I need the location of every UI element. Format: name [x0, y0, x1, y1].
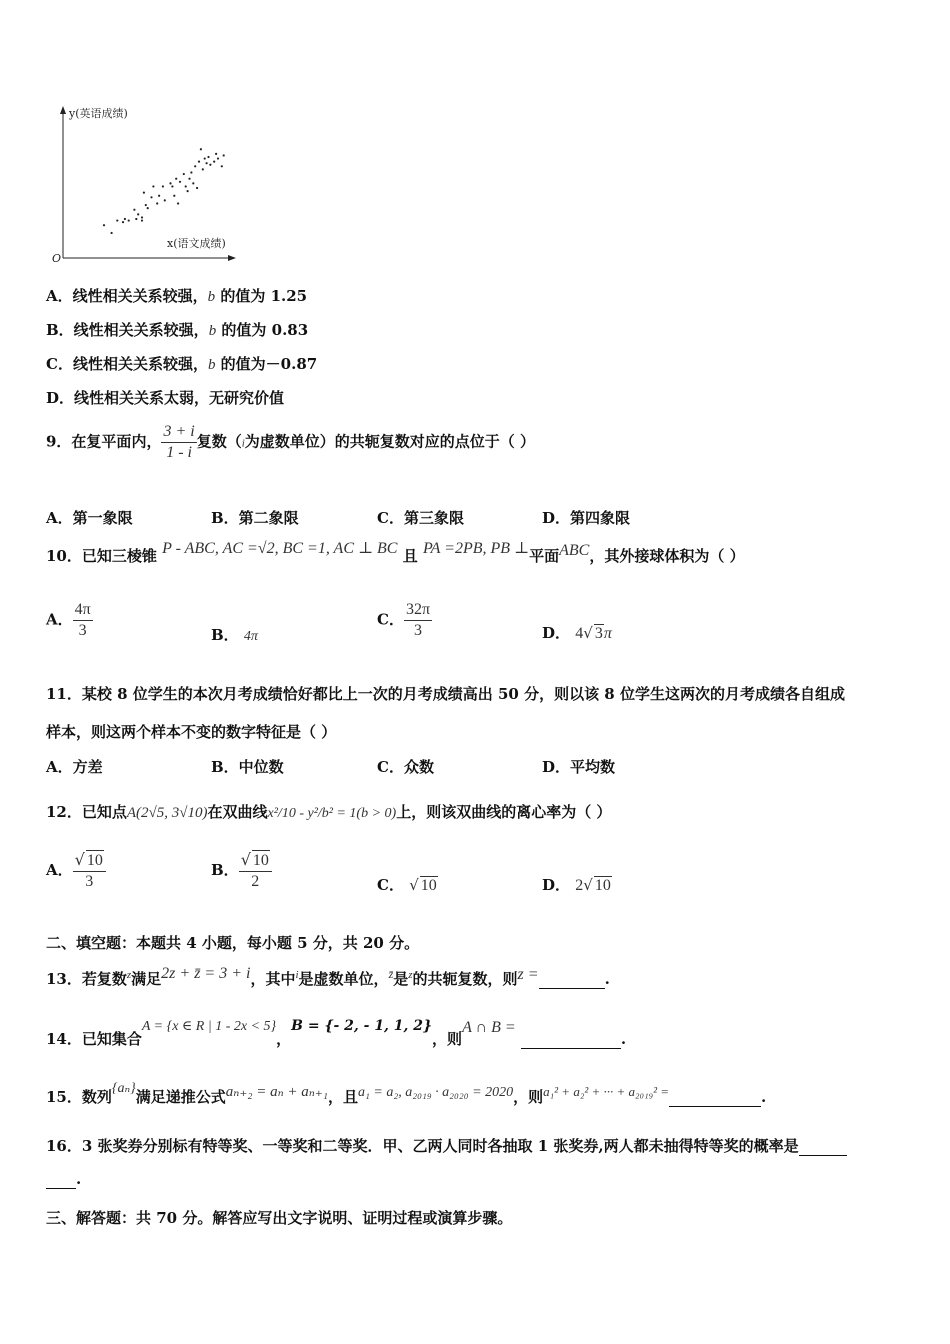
q10-option-c[interactable]: C． $\frac{32\pi}{3}$	[377, 601, 431, 639]
q10-option-d[interactable]: D． 4√ 3π	[542, 624, 612, 642]
scatter-point	[185, 185, 187, 187]
q8-option-d[interactable]: D．线性相关关系太弱，无研究价值	[46, 389, 285, 407]
q9-stem: 9．在复平面内， $\frac{3 + i}{1 - i}$ 复数（i为虚数单位）的共轭复数对应的点位于（ ）	[46, 423, 536, 461]
q14-answer-blank[interactable]	[521, 1030, 621, 1049]
x-axis-label: x(语文成绩)	[167, 237, 226, 250]
scatter-point	[173, 195, 175, 197]
scatter-point	[175, 178, 177, 180]
q9-option-c[interactable]: C．第三象限	[377, 509, 464, 527]
scatter-point	[171, 185, 173, 187]
scatter-point	[190, 171, 192, 173]
scatter-point	[137, 213, 139, 215]
q8-option-c[interactable]: C．线性相关关系较强，b 的值为－0.87	[46, 355, 318, 373]
scatter-point	[135, 218, 137, 220]
scatter-point	[158, 195, 160, 197]
q16-line1: 16．3 张奖券分别标有特等奖、一等奖和二等奖．甲、乙两人同时各抽取 1 张奖券,两人都未抽得特等奖的概率是	[46, 1135, 847, 1156]
q11-option-d[interactable]: D．平均数	[542, 758, 616, 776]
scatter-point	[198, 161, 200, 163]
q9-option-d[interactable]: D．第四象限	[542, 509, 631, 527]
scatter-point	[200, 148, 202, 150]
q13-stem: 13．若复数$^z$满足2z + z̄ = 3 + i，其中$^i$是虚数单位，$^{z̄}$是$^z$的共轭复数，则z = .	[46, 965, 610, 988]
q9-option-b[interactable]: B．第二象限	[211, 509, 299, 527]
scatter-point	[183, 173, 185, 175]
q12-stem: 12．已知点A(2√5, 3√10)在双曲线x²/10 - y²/b² = 1(b > 0)上，则该双曲线的离心率为（ ）	[46, 803, 612, 821]
scatter-point	[187, 190, 189, 192]
scatter-point	[141, 216, 143, 218]
scatter-point	[156, 202, 158, 204]
q15-answer-blank[interactable]	[669, 1088, 761, 1107]
scatter-point	[133, 209, 135, 211]
q12-option-b[interactable]: B． $\frac{√ 10}{2}$	[211, 850, 272, 892]
scatter-point	[179, 181, 181, 183]
q11-line2: 样本，则这两个样本不变的数字特征是（ ）	[46, 723, 337, 741]
scatter-point	[188, 178, 190, 180]
scatter-point	[207, 156, 209, 158]
q11-option-b[interactable]: B．中位数	[211, 758, 284, 776]
scatter-point	[217, 157, 219, 159]
q16-answer-blank[interactable]	[799, 1137, 847, 1156]
q14-stem: 14．已知集合A = {x ∈ R | 1 - 2x < 5}，B = {- 2, - 1, 1, 2}，则A ∩ B = .	[46, 1018, 627, 1048]
q16-answer-blank-cont[interactable]	[46, 1170, 76, 1189]
q10-option-a[interactable]: A． $\frac{4\pi}{3}$	[46, 601, 91, 639]
q8-option-b[interactable]: B．线性相关关系较强，b 的值为 0.83	[46, 321, 309, 339]
scatter-point	[192, 182, 194, 184]
scatter-point	[141, 219, 143, 221]
scatter-point	[164, 199, 166, 201]
q9-option-a[interactable]: A．第一象限	[46, 509, 133, 527]
q8-option-a[interactable]: A．线性相关关系较强，b 的值为 1.25	[46, 287, 308, 305]
q11-option-c[interactable]: C．众数	[377, 758, 434, 776]
scatter-point	[152, 185, 154, 187]
x-axis-arrow	[228, 255, 236, 261]
origin-label: O	[52, 252, 62, 265]
scatter-point	[215, 153, 217, 155]
scatter-point	[143, 192, 145, 194]
q10-stem: 10．已知三棱锥 P - ABC, AC =√2, BC =1, AC ⊥ BC 且 PA =2PB, PB ⊥平面ABC，其外接球体积为（ ）	[46, 540, 745, 565]
scatter-point	[221, 165, 223, 167]
scatter-point	[223, 154, 225, 156]
scatter-point	[206, 162, 208, 164]
scatter-point	[103, 224, 105, 226]
q12-option-c[interactable]: C． √ 10	[377, 876, 437, 894]
scatter-point	[194, 165, 196, 167]
q11-line1: 11．某校 8 位学生的本次月考成绩恰好都比上一次的月考成绩高出 50 分，则以该 8 位学生这两次的月考成绩各自组成	[46, 685, 845, 703]
scatter-point	[124, 218, 126, 220]
q13-answer-blank[interactable]	[539, 970, 605, 989]
scatter-point	[202, 168, 204, 170]
scatter-point	[204, 157, 206, 159]
scatter-point	[162, 185, 164, 187]
scatter-point	[116, 219, 118, 221]
q12-option-d[interactable]: D． 2√ 10	[542, 876, 611, 894]
scatter-point	[213, 161, 215, 163]
section-3-heading: 三、解答题：共 70 分。解答应写出文字说明、证明过程或演算步骤。	[46, 1209, 513, 1227]
q12-option-a[interactable]: A． $\frac{√ 10}{3}$	[46, 850, 106, 892]
scatter-point	[150, 196, 152, 198]
scatter-point	[177, 202, 179, 204]
scatter-point	[209, 164, 211, 166]
section-2-heading: 二、填空题：本题共 4 小题，每小题 5 分，共 20 分。	[46, 934, 420, 952]
q15-stem: 15．数列{aₙ}满足递推公式aₙ₊₂ = aₙ + aₙ₊₁，且a₁ = a₂, a₂₀₁₉ · a₂₀₂₀ = 2020，则a₁² + a₂² + ··· + a₂₀₁₉² = .	[46, 1081, 767, 1106]
y-axis-label: y(英语成绩)	[69, 107, 128, 120]
scatter-point	[169, 182, 171, 184]
y-axis-arrow	[60, 106, 66, 114]
scatter-point	[122, 221, 124, 223]
scatter-point	[196, 187, 198, 189]
q10-option-b[interactable]: B． 4π	[211, 626, 258, 644]
scatter-point	[111, 232, 113, 234]
scatter-point	[145, 204, 147, 206]
q16-line2: .	[46, 1170, 81, 1189]
scatter-point	[147, 207, 149, 209]
scatter-point	[128, 219, 130, 221]
q9-fraction: $\frac{3 + i}{1 - i}$	[163, 423, 195, 461]
q11-option-a[interactable]: A．方差	[46, 758, 103, 776]
scatter-chart	[40, 100, 240, 265]
